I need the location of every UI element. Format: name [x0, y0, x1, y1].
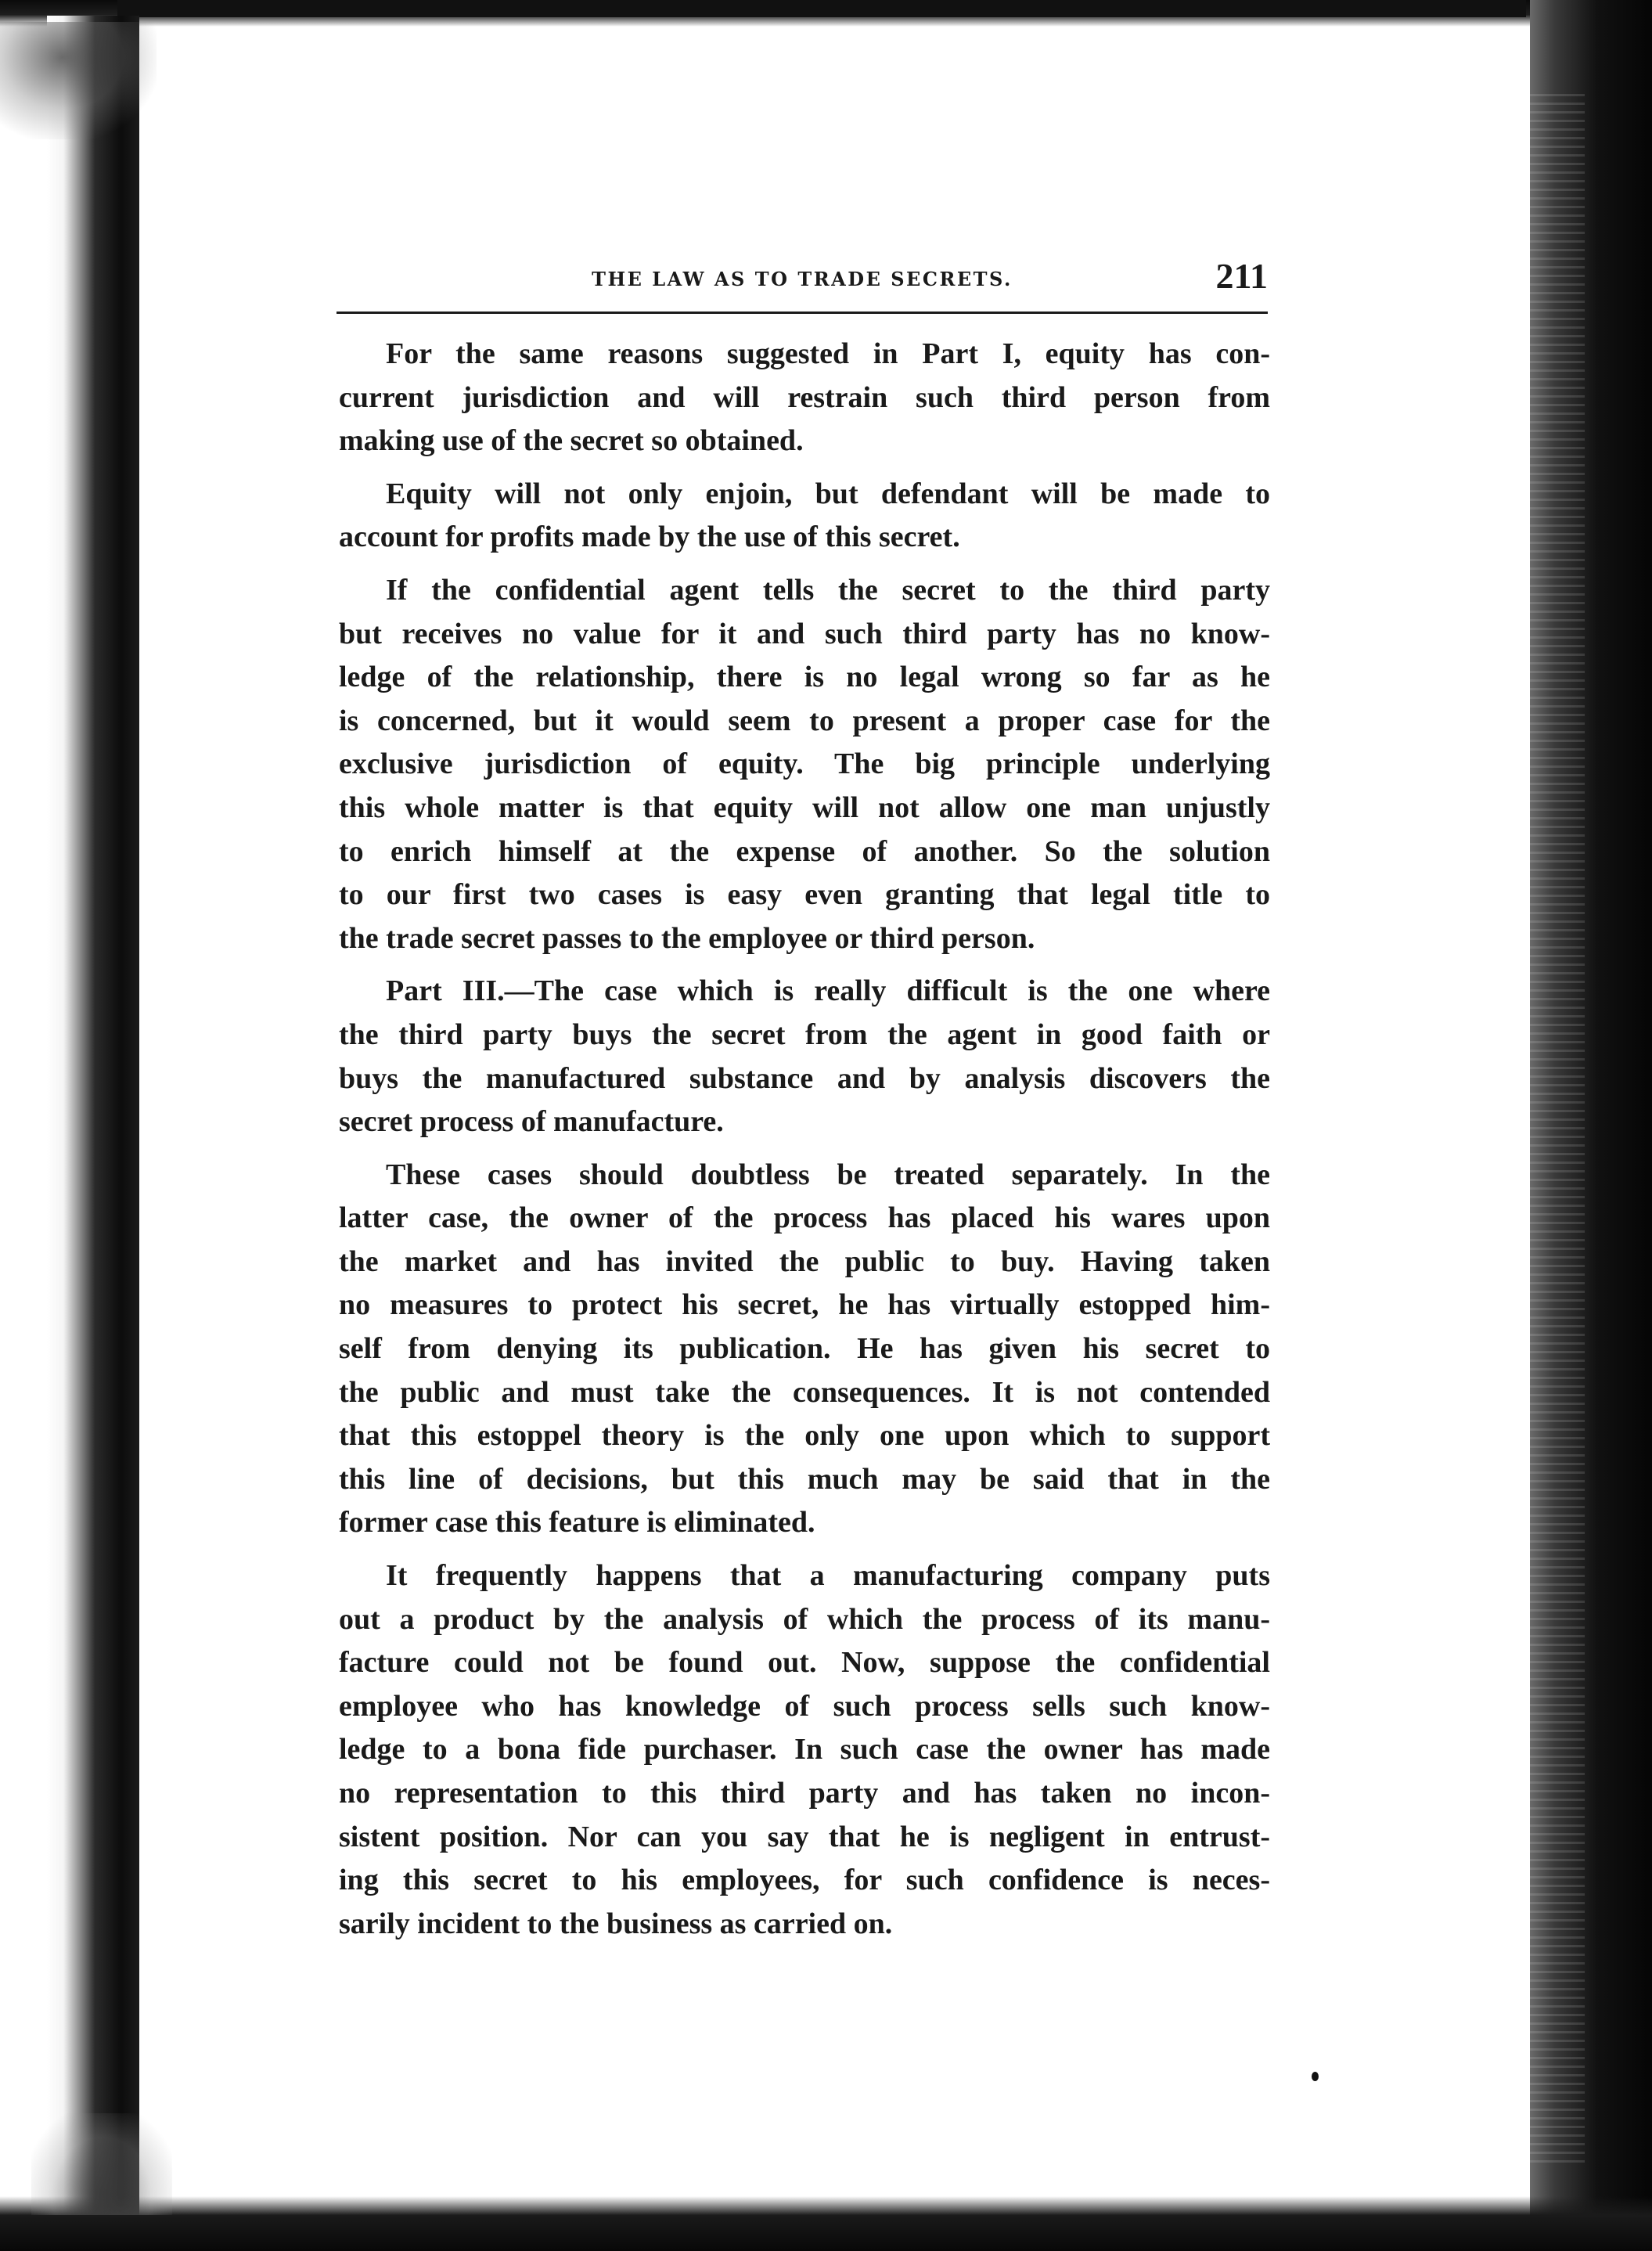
paragraph [339, 473, 1270, 560]
text-line: no measures to protect his secret, he has virtually estopped him- [339, 1288, 1270, 1322]
page-number: 211 [1215, 256, 1268, 296]
text-line: out a product by the analysis of which the process of its manu- [339, 1602, 1270, 1636]
text-line: no representation to this third party and has taken no incon- [339, 1777, 1270, 1810]
text-line: former case this feature is eliminated. [339, 1506, 815, 1540]
text-line: ing this secret to his employees, for such confidence is neces- [339, 1864, 1270, 1897]
header-rule [337, 312, 1268, 314]
text-line: making use of the secret so obtained. [339, 424, 804, 458]
running-title: THE LAW AS TO TRADE SECRETS. [592, 268, 1013, 290]
text-line: current jurisdiction and will restrain such third person from [339, 380, 1270, 414]
text-line: If the confidential agent tells the secret to the third party [386, 573, 1270, 607]
text-line: facture could not be found out. Now, suppose the confidential [339, 1646, 1270, 1680]
paragraph [339, 970, 1270, 1144]
text-line: this whole matter is that equity will not allow one man unjustly [339, 791, 1270, 824]
paragraph [339, 1554, 1270, 1946]
running-head [337, 250, 1268, 305]
scan-border-left [47, 16, 139, 2251]
text-line: exclusive jurisdiction of equity. The big principle underlying [339, 747, 1270, 781]
text-line: to enrich himself at the expense of another. So the solution [339, 834, 1270, 868]
scan-smudge-bottom-left [31, 2113, 172, 2215]
text-line: that this estoppel theory is the only one upon which to support [339, 1419, 1270, 1453]
text-line: Part III.—The case which is really difficult is the one where [386, 974, 1270, 1008]
scan-border-bottom [0, 2196, 1652, 2251]
text-line: the public and must take the consequences. It is not contended [339, 1375, 1270, 1409]
text-line: this line of decisions, but this much may be said that in the [339, 1462, 1270, 1496]
text-line: employee who has knowledge of such process sells such know- [339, 1689, 1270, 1723]
text-line: ledge to a bona fide purchaser. In such case the owner has made [339, 1733, 1270, 1767]
body-text [339, 333, 1270, 1955]
text-line: sistent position. Nor can you say that he is negligent in entrust- [339, 1820, 1270, 1853]
text-line: buys the manufactured substance and by analysis discovers the [339, 1061, 1270, 1095]
text-line: Equity will not only enjoin, but defendant will be made to [386, 477, 1270, 510]
paragraph [339, 569, 1270, 960]
text-line: the third party buys the secret from the agent in good faith or [339, 1017, 1270, 1051]
scan-speckle-right [1530, 94, 1585, 2168]
text-line: These cases should doubtless be treated separately. In the [386, 1158, 1270, 1191]
text-line: ledge of the relationship, there is no legal wrong so far as he [339, 661, 1270, 694]
text-line: secret process of manufacture. [339, 1105, 724, 1139]
text-line: the trade secret passes to the employee or third person. [339, 921, 1035, 955]
text-line: It frequently happens that a manufacturing company puts [386, 1559, 1270, 1593]
text-line: the market and has invited the public to buy. Having taken [339, 1244, 1270, 1278]
text-line: but receives no value for it and such third party has no know- [339, 617, 1270, 650]
text-line: self from denying its publication. He has given his secret to [339, 1332, 1270, 1366]
text-line: account for profits made by the use of this secret. [339, 520, 960, 554]
paragraph [339, 333, 1270, 463]
text-line: sarily incident to the business as carried on. [339, 1907, 893, 1940]
ink-speck [1312, 2072, 1319, 2081]
scan-smudge-top-left [0, 22, 157, 139]
text-line: to our first two cases is easy even granting that legal title to [339, 878, 1270, 912]
scan-border-top-inner [117, 0, 1526, 17]
text-line: is concerned, but it would seem to present a proper case for the [339, 704, 1270, 737]
text-line: latter case, the owner of the process has placed his wares upon [339, 1201, 1270, 1235]
paragraph [339, 1154, 1270, 1545]
text-line: For the same reasons suggested in Part I, equity has con- [386, 337, 1270, 370]
